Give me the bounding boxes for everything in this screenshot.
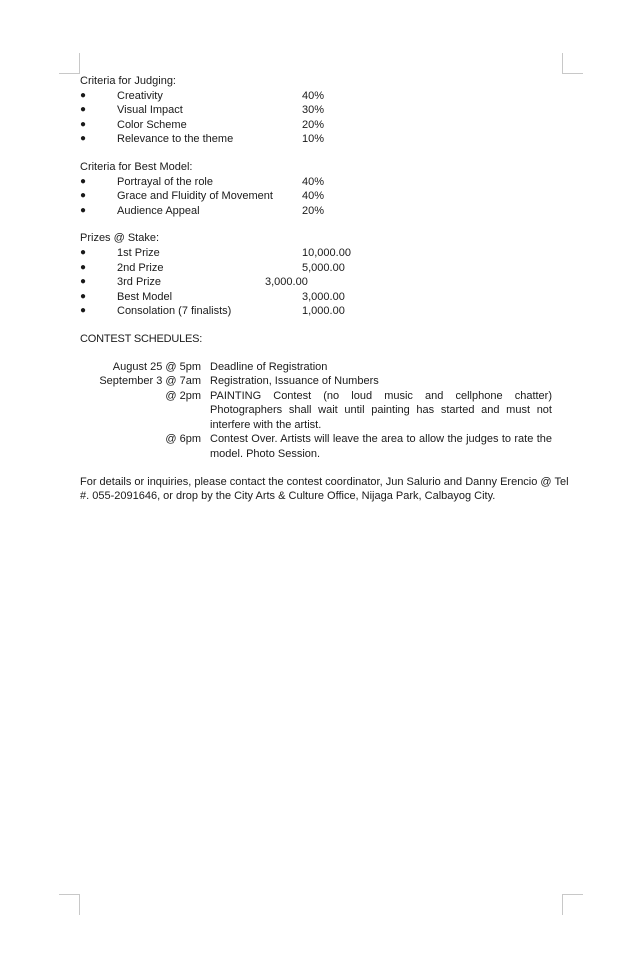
prize-label: 1st Prize — [117, 246, 160, 259]
schedule-table — [80, 360, 570, 462]
schedule-row — [80, 432, 570, 461]
prize-label: 3rd Prize — [117, 276, 162, 289]
best-model-list — [80, 175, 570, 219]
page-corner-mark-top-left — [59, 53, 80, 74]
prize-amount: 1,000.00 — [302, 305, 345, 318]
bullet-icon: ● — [80, 246, 87, 258]
bullet-icon: ● — [80, 118, 87, 130]
criteria-label: Visual Impact — [117, 104, 183, 117]
page-corner-mark-top-right — [562, 53, 583, 74]
schedules-heading: CONTEST SCHEDULES: — [80, 332, 203, 345]
schedule-time: @ 6pm — [165, 433, 201, 446]
prizes-heading: Prizes @ Stake: — [80, 232, 160, 245]
schedule-row — [80, 374, 570, 389]
bullet-icon: ● — [80, 290, 87, 302]
list-item — [80, 275, 570, 290]
list-item — [80, 304, 570, 319]
list-item — [80, 132, 570, 147]
bullet-icon: ● — [80, 175, 87, 187]
best-model-heading: Criteria for Best Model: — [80, 160, 193, 173]
judging-list — [80, 89, 570, 147]
prizes-list — [80, 246, 570, 319]
judging-heading: Criteria for Judging: — [80, 75, 176, 87]
list-item — [80, 261, 570, 276]
schedule-time: September 3 @ 7am — [99, 375, 201, 388]
schedule-row — [80, 360, 570, 375]
criteria-label: Grace and Fluidity of Movement — [117, 190, 273, 203]
criteria-label: Creativity — [117, 89, 163, 102]
criteria-weight: 40% — [302, 175, 325, 188]
criteria-weight: 10% — [302, 133, 325, 146]
prize-amount: 10,000.00 — [302, 246, 351, 259]
criteria-weight: 20% — [302, 118, 325, 131]
schedule-time: @ 2pm — [165, 389, 201, 402]
prize-amount: 3,000.00 — [265, 276, 308, 289]
page-corner-mark-bottom-right — [562, 894, 583, 915]
bullet-icon: ● — [80, 261, 87, 273]
bullet-icon: ● — [80, 305, 87, 317]
list-item — [80, 204, 570, 219]
bullet-icon: ● — [80, 204, 87, 216]
schedule-time: August 25 @ 5pm — [112, 360, 201, 373]
schedule-row — [80, 389, 570, 433]
contact-paragraph: For details or inquiries, please contact the contest coordinator, Jun Salurio and Danny Erencio @ Tel #. 055-2091646, or drop by the City Arts & Culture Office, Nijaga Park, Calbayog City. — [80, 475, 569, 503]
list-item — [80, 103, 570, 118]
list-item — [80, 189, 570, 204]
criteria-weight: 20% — [302, 204, 325, 217]
list-item — [80, 118, 570, 133]
page-corner-mark-bottom-left — [59, 894, 80, 915]
bullet-icon: ● — [80, 276, 87, 288]
list-item — [80, 89, 570, 104]
prize-amount: 3,000.00 — [302, 290, 345, 303]
list-item — [80, 290, 570, 305]
bullet-icon: ● — [80, 89, 87, 101]
document-body — [80, 74, 570, 504]
prize-label: 2nd Prize — [117, 261, 164, 274]
schedule-activity: PAINTING Contest (no loud music and cellphone chatter) Photographers shall wait until painting has started and must not interfere with the artist. — [210, 389, 552, 431]
list-item — [80, 246, 570, 261]
schedule-activity: Registration, Issuance of Numbers — [210, 375, 379, 388]
bullet-icon: ● — [80, 190, 87, 202]
bullet-icon: ● — [80, 104, 87, 116]
prize-amount: 5,000.00 — [302, 261, 345, 274]
criteria-weight: 40% — [302, 89, 325, 102]
list-item — [80, 175, 570, 190]
prize-label: Best Model — [117, 290, 173, 303]
criteria-weight: 40% — [302, 190, 325, 203]
criteria-weight: 30% — [302, 104, 325, 117]
schedule-activity: Deadline of Registration — [210, 360, 328, 373]
bullet-icon: ● — [80, 133, 87, 145]
criteria-label: Portrayal of the role — [117, 175, 213, 188]
criteria-label: Audience Appeal — [117, 204, 200, 217]
criteria-label: Relevance to the theme — [117, 133, 234, 146]
criteria-label: Color Scheme — [117, 118, 187, 131]
prize-label: Consolation (7 finalists) — [117, 305, 232, 318]
schedule-activity: Contest Over. Artists will leave the area to allow the judges to rate the model. Photo Session. — [210, 433, 552, 461]
